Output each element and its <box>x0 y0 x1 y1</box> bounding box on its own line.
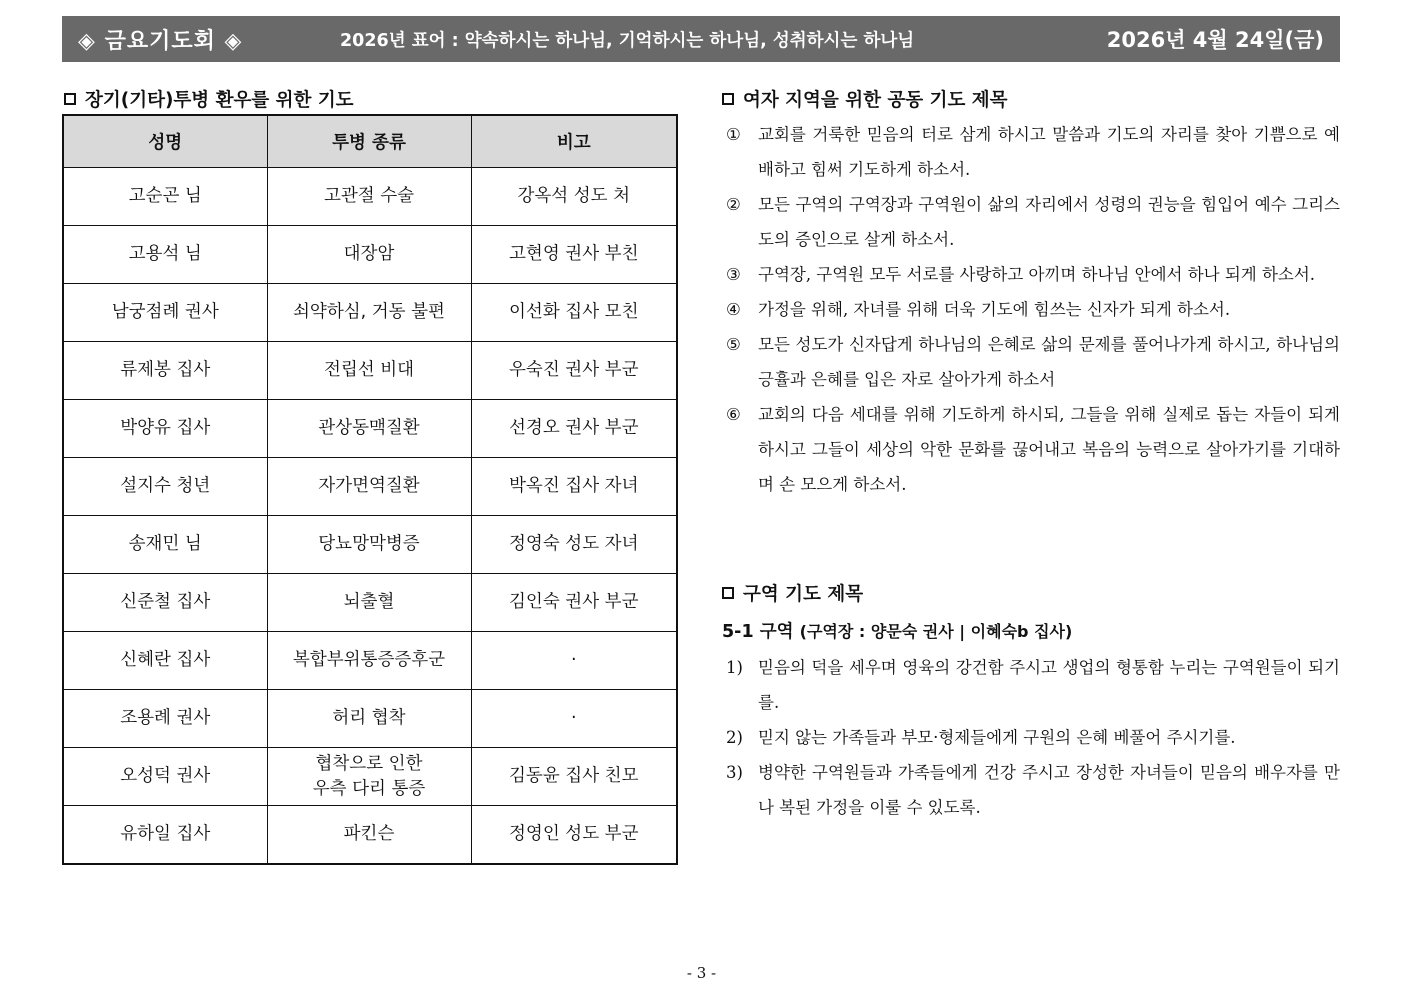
list-item <box>726 755 1340 825</box>
cell-name: 남궁점례 권사 <box>63 284 267 342</box>
item-marker: ① <box>726 125 741 144</box>
list-item <box>726 397 1340 502</box>
cell-illness: 뇌출혈 <box>267 574 471 632</box>
item-text: 교회의 다음 세대를 위해 기도하게 하시되, 그들을 위해 실제로 돕는 자들이 되게 하시고 그들이 세상의 악한 문화를 끊어내고 복음의 능력으로 살아가기를 기대하며 손 모으게 하소서. <box>758 405 1340 494</box>
item-text: 병약한 구역원들과 가족들에게 건강 주시고 장성한 자녀들이 믿음의 배우자를 만나 복된 가정을 이룰 수 있도록. <box>758 763 1340 817</box>
column-header-illness: 투병 종류 <box>267 115 471 168</box>
cell-note: 김동윤 집사 친모 <box>471 748 677 806</box>
cell-note: 강옥석 성도 처 <box>471 168 677 226</box>
cell-name: 오성덕 권사 <box>63 748 267 806</box>
table-row <box>63 400 677 458</box>
cell-name: 신준철 집사 <box>63 574 267 632</box>
table-row <box>63 574 677 632</box>
cell-name: 고용석 님 <box>63 226 267 284</box>
cell-note: 고현영 권사 부친 <box>471 226 677 284</box>
district-section-title-text: 구역 기도 제목 <box>743 584 864 605</box>
list-item <box>726 720 1340 755</box>
list-item <box>726 292 1340 327</box>
table-row <box>63 806 677 865</box>
cell-note: · <box>471 632 677 690</box>
item-text: 믿음의 덕을 세우며 영육의 강건함 주시고 생업의 형통함 누리는 구역원들이 되기를. <box>758 658 1340 712</box>
cell-illness <box>267 748 471 806</box>
item-marker: ③ <box>726 265 741 284</box>
cell-note: 정영숙 성도 자녀 <box>471 516 677 574</box>
page-number: - 3 - <box>686 964 717 982</box>
sick-members-table <box>62 114 678 865</box>
women-prayer-list <box>726 117 1340 502</box>
list-item <box>726 650 1340 720</box>
illness-line-1: 협착으로 인한 <box>315 753 423 774</box>
cell-illness: 자가면역질환 <box>267 458 471 516</box>
column-header-name: 성명 <box>63 115 267 168</box>
table-row <box>63 284 677 342</box>
cell-note: 우숙진 권사 부군 <box>471 342 677 400</box>
sick-section-title-text: 장기(기타)투병 환우를 위한 기도 <box>85 90 354 111</box>
illness-line-2: 우측 다리 통증 <box>312 778 426 799</box>
cell-note: 박옥진 집사 자녀 <box>471 458 677 516</box>
list-item <box>726 257 1340 292</box>
cell-illness: 파킨슨 <box>267 806 471 865</box>
table-row <box>63 458 677 516</box>
cell-name: 조용례 권사 <box>63 690 267 748</box>
cell-note: 정영인 성도 부군 <box>471 806 677 865</box>
table-row <box>63 690 677 748</box>
sick-section-title <box>64 86 354 112</box>
bulletin-date: 2026년 4월 24일(금) <box>1106 28 1324 52</box>
item-marker: ⑤ <box>726 335 741 354</box>
women-section-title <box>722 86 1008 112</box>
cell-name: 유하일 집사 <box>63 806 267 865</box>
cell-name: 박양유 집사 <box>63 400 267 458</box>
cell-illness: 당뇨망막병증 <box>267 516 471 574</box>
item-marker: ④ <box>726 300 741 319</box>
cell-illness: 대장암 <box>267 226 471 284</box>
cell-illness: 관상동맥질환 <box>267 400 471 458</box>
district-name: 5-1 구역 <box>722 622 794 642</box>
table-row <box>63 516 677 574</box>
cell-illness: 전립선 비대 <box>267 342 471 400</box>
cell-note: 선경오 권사 부군 <box>471 400 677 458</box>
cell-note: · <box>471 690 677 748</box>
table-row <box>63 748 677 806</box>
table-header-row <box>63 115 677 168</box>
list-item <box>726 187 1340 257</box>
cell-note: 이선화 집사 모친 <box>471 284 677 342</box>
table-row <box>63 342 677 400</box>
cell-illness: 복합부위통증증후군 <box>267 632 471 690</box>
table-row <box>63 168 677 226</box>
item-text: 가정을 위해, 자녀를 위해 더욱 기도에 힘쓰는 신자가 되게 하소서. <box>758 300 1231 319</box>
district-prayer-list <box>726 650 1340 825</box>
district-heading <box>722 618 1072 643</box>
cell-name: 송재민 님 <box>63 516 267 574</box>
item-text: 교회를 거룩한 믿음의 터로 삼게 하시고 말씀과 기도의 자리를 찾아 기쁨으로 예배하고 힘써 기도하게 하소서. <box>758 125 1340 179</box>
women-section-title-text: 여자 지역을 위한 공동 기도 제목 <box>743 90 1008 111</box>
item-marker: 2) <box>726 728 743 747</box>
cell-name: 설지수 청년 <box>63 458 267 516</box>
cell-name: 류제봉 집사 <box>63 342 267 400</box>
checkbox-square-icon <box>722 587 734 599</box>
district-leaders: (구역장 : 양문숙 권사 | 이혜숙b 집사) <box>799 622 1073 641</box>
cell-illness: 허리 협착 <box>267 690 471 748</box>
item-text: 모든 구역의 구역장과 구역원이 삶의 자리에서 성령의 권능을 힘입어 예수 그리스도의 증인으로 살게 하소서. <box>758 195 1340 249</box>
year-motto: 2026년 표어 : 약속하시는 하나님, 기억하시는 하나님, 성취하시는 하나님 <box>340 30 915 51</box>
cell-illness: 쇠약하심, 거동 불편 <box>267 284 471 342</box>
district-section-title <box>722 580 863 606</box>
checkbox-square-icon <box>722 93 734 105</box>
item-marker: 3) <box>726 763 743 782</box>
item-marker: ② <box>726 195 741 214</box>
cell-name: 신혜란 집사 <box>63 632 267 690</box>
bulletin-title: ◈ 금요기도회 ◈ <box>78 28 243 54</box>
table-row <box>63 632 677 690</box>
item-marker: ⑥ <box>726 405 741 424</box>
cell-note: 김인숙 권사 부군 <box>471 574 677 632</box>
column-header-note: 비고 <box>471 115 677 168</box>
checkbox-square-icon <box>64 93 76 105</box>
cell-name: 고순곤 님 <box>63 168 267 226</box>
item-text: 믿지 않는 가족들과 부모·형제들에게 구원의 은혜 베풀어 주시기를. <box>758 728 1236 747</box>
item-text: 모든 성도가 신자답게 하나님의 은혜로 삶의 문제를 풀어나가게 하시고, 하나님의 긍휼과 은혜를 입은 자로 살아가게 하소서 <box>758 335 1340 389</box>
item-text: 구역장, 구역원 모두 서로를 사랑하고 아끼며 하나님 안에서 하나 되게 하소서. <box>758 265 1316 284</box>
table-row <box>63 226 677 284</box>
list-item <box>726 327 1340 397</box>
header-bar <box>62 16 1340 62</box>
list-item <box>726 117 1340 187</box>
item-marker: 1) <box>726 658 743 677</box>
cell-illness: 고관절 수술 <box>267 168 471 226</box>
